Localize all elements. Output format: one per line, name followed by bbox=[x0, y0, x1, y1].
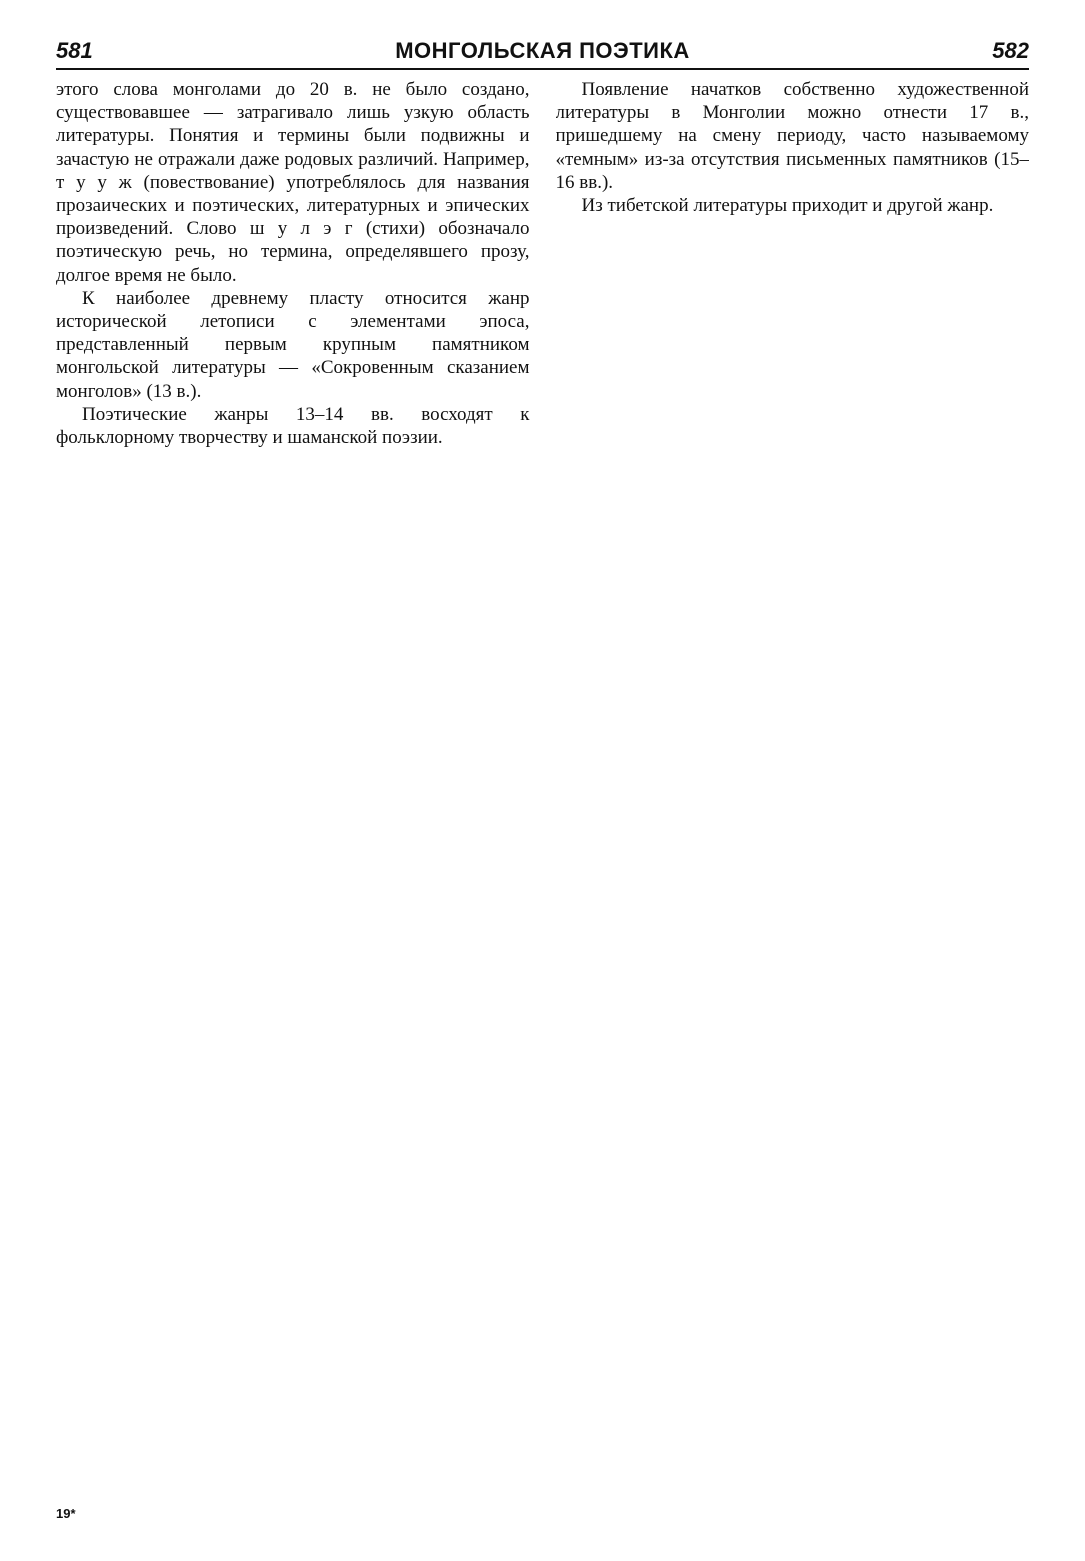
running-title: МОНГОЛЬСКАЯ ПОЭТИКА bbox=[395, 38, 690, 63]
right-column bbox=[556, 78, 1030, 1489]
left-paragraph-3: Поэтические жанры 13–14 вв. восходят к фольклорному творчеству и шаманской поэзии. bbox=[56, 403, 530, 449]
running-header bbox=[56, 30, 1029, 70]
left-paragraph-2: К наиболее древнему пласту относится жанр исторической летописи с элементами эпоса, представленный первым крупным памятником монгольской литературы — «Сокровенным сказанием монголов» (13 в.). bbox=[56, 287, 530, 402]
right-page-number: 582 bbox=[992, 38, 1029, 63]
left-column bbox=[56, 78, 530, 1489]
right-paragraph-1: Появление начатков собственно художественной литературы в Монголии можно отнести 17 в., пришедшему на смену периоду, часто называемому «темным» из-за отсутствия письменных памятников (15–16 вв.). bbox=[555, 79, 1029, 193]
signature-mark: 19* bbox=[56, 1506, 76, 1521]
left-page-number: 581 bbox=[56, 38, 93, 63]
right-paragraph-2: Из тибетской литературы приходит и другой жанр. bbox=[581, 195, 994, 217]
left-paragraph-1: этого слова монголами до 20 в. не было создано, существовавшее — затрагивало лишь узкую область литературы. Понятия и термины были подвижны и зачастую не отражали даже родовых различий. Например, т у у ж (повествование) употреблялось для названия прозаических и поэтических, литературных и эпических произведений. Слово ш у л э г (стихи) обозначало поэтическую речь, но термина, определявшего прозу, долгое время не было. bbox=[56, 79, 530, 286]
text-columns bbox=[56, 78, 1029, 1489]
